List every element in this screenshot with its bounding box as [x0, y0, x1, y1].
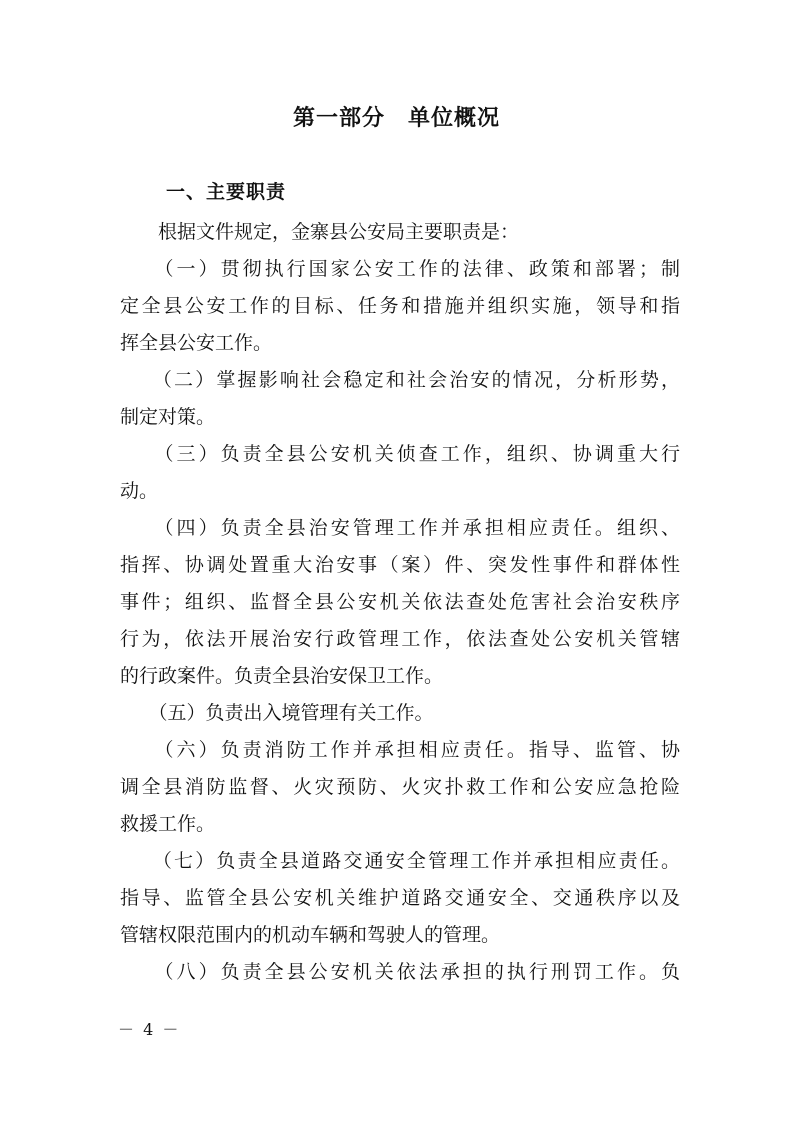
body-line: 调全县消防监督、火灾预防、火灾扑救工作和公安应急抢险 — [120, 776, 680, 798]
body-line: 挥全县公安工作。 — [120, 332, 273, 354]
section-heading: 一、主要职责 — [166, 181, 287, 203]
body-line: （三）负责全县公安机关侦查工作，组织、协调重大行 — [120, 443, 680, 465]
body-line: 根据文件规定，金寨县公安局主要职责是： — [120, 221, 520, 243]
page-number: － 4 － — [118, 1020, 181, 1039]
body-line: 指导、监管全县公安机关维护道路交通安全、交通秩序以及 — [120, 887, 680, 909]
body-line: （七）负责全县道路交通安全管理工作并承担相应责任。 — [120, 850, 680, 872]
body-line: （五）负责出入境管理有关工作。 — [120, 702, 434, 724]
body-line: 定全县公安工作的目标、任务和措施并组织实施，领导和指 — [120, 295, 680, 317]
body-line: 事件；组织、监督全县公安机关依法查处危害社会治安秩序 — [120, 591, 680, 613]
body-line: 的行政案件。负责全县治安保卫工作。 — [120, 665, 444, 687]
body-line: 行为，依法开展治安行政管理工作，依法查处公安机关管辖 — [120, 628, 680, 650]
body-line: 救援工作。 — [120, 813, 216, 835]
body-line: （四）负责全县治安管理工作并承担相应责任。组织、 — [120, 517, 680, 539]
body-line: （八）负责全县公安机关依法承担的执行刑罚工作。负 — [120, 961, 680, 983]
body-line: （一）贯彻执行国家公安工作的法律、政策和部署；制 — [120, 258, 680, 280]
body-line: （六）负责消防工作并承担相应责任。指导、监管、协 — [120, 739, 680, 761]
body-line: 管辖权限范围内的机动车辆和驾驶人的管理。 — [120, 924, 501, 946]
body-line: （二）掌握影响社会稳定和社会治安的情况，分析形势， — [120, 369, 680, 391]
page-title: 第一部分 单位概况 — [292, 106, 500, 131]
body-line: 指挥、协调处置重大治安事（案）件、突发性事件和群体性 — [120, 554, 680, 576]
body-line: 动。 — [120, 480, 159, 502]
body-line: 制定对策。 — [120, 406, 216, 428]
